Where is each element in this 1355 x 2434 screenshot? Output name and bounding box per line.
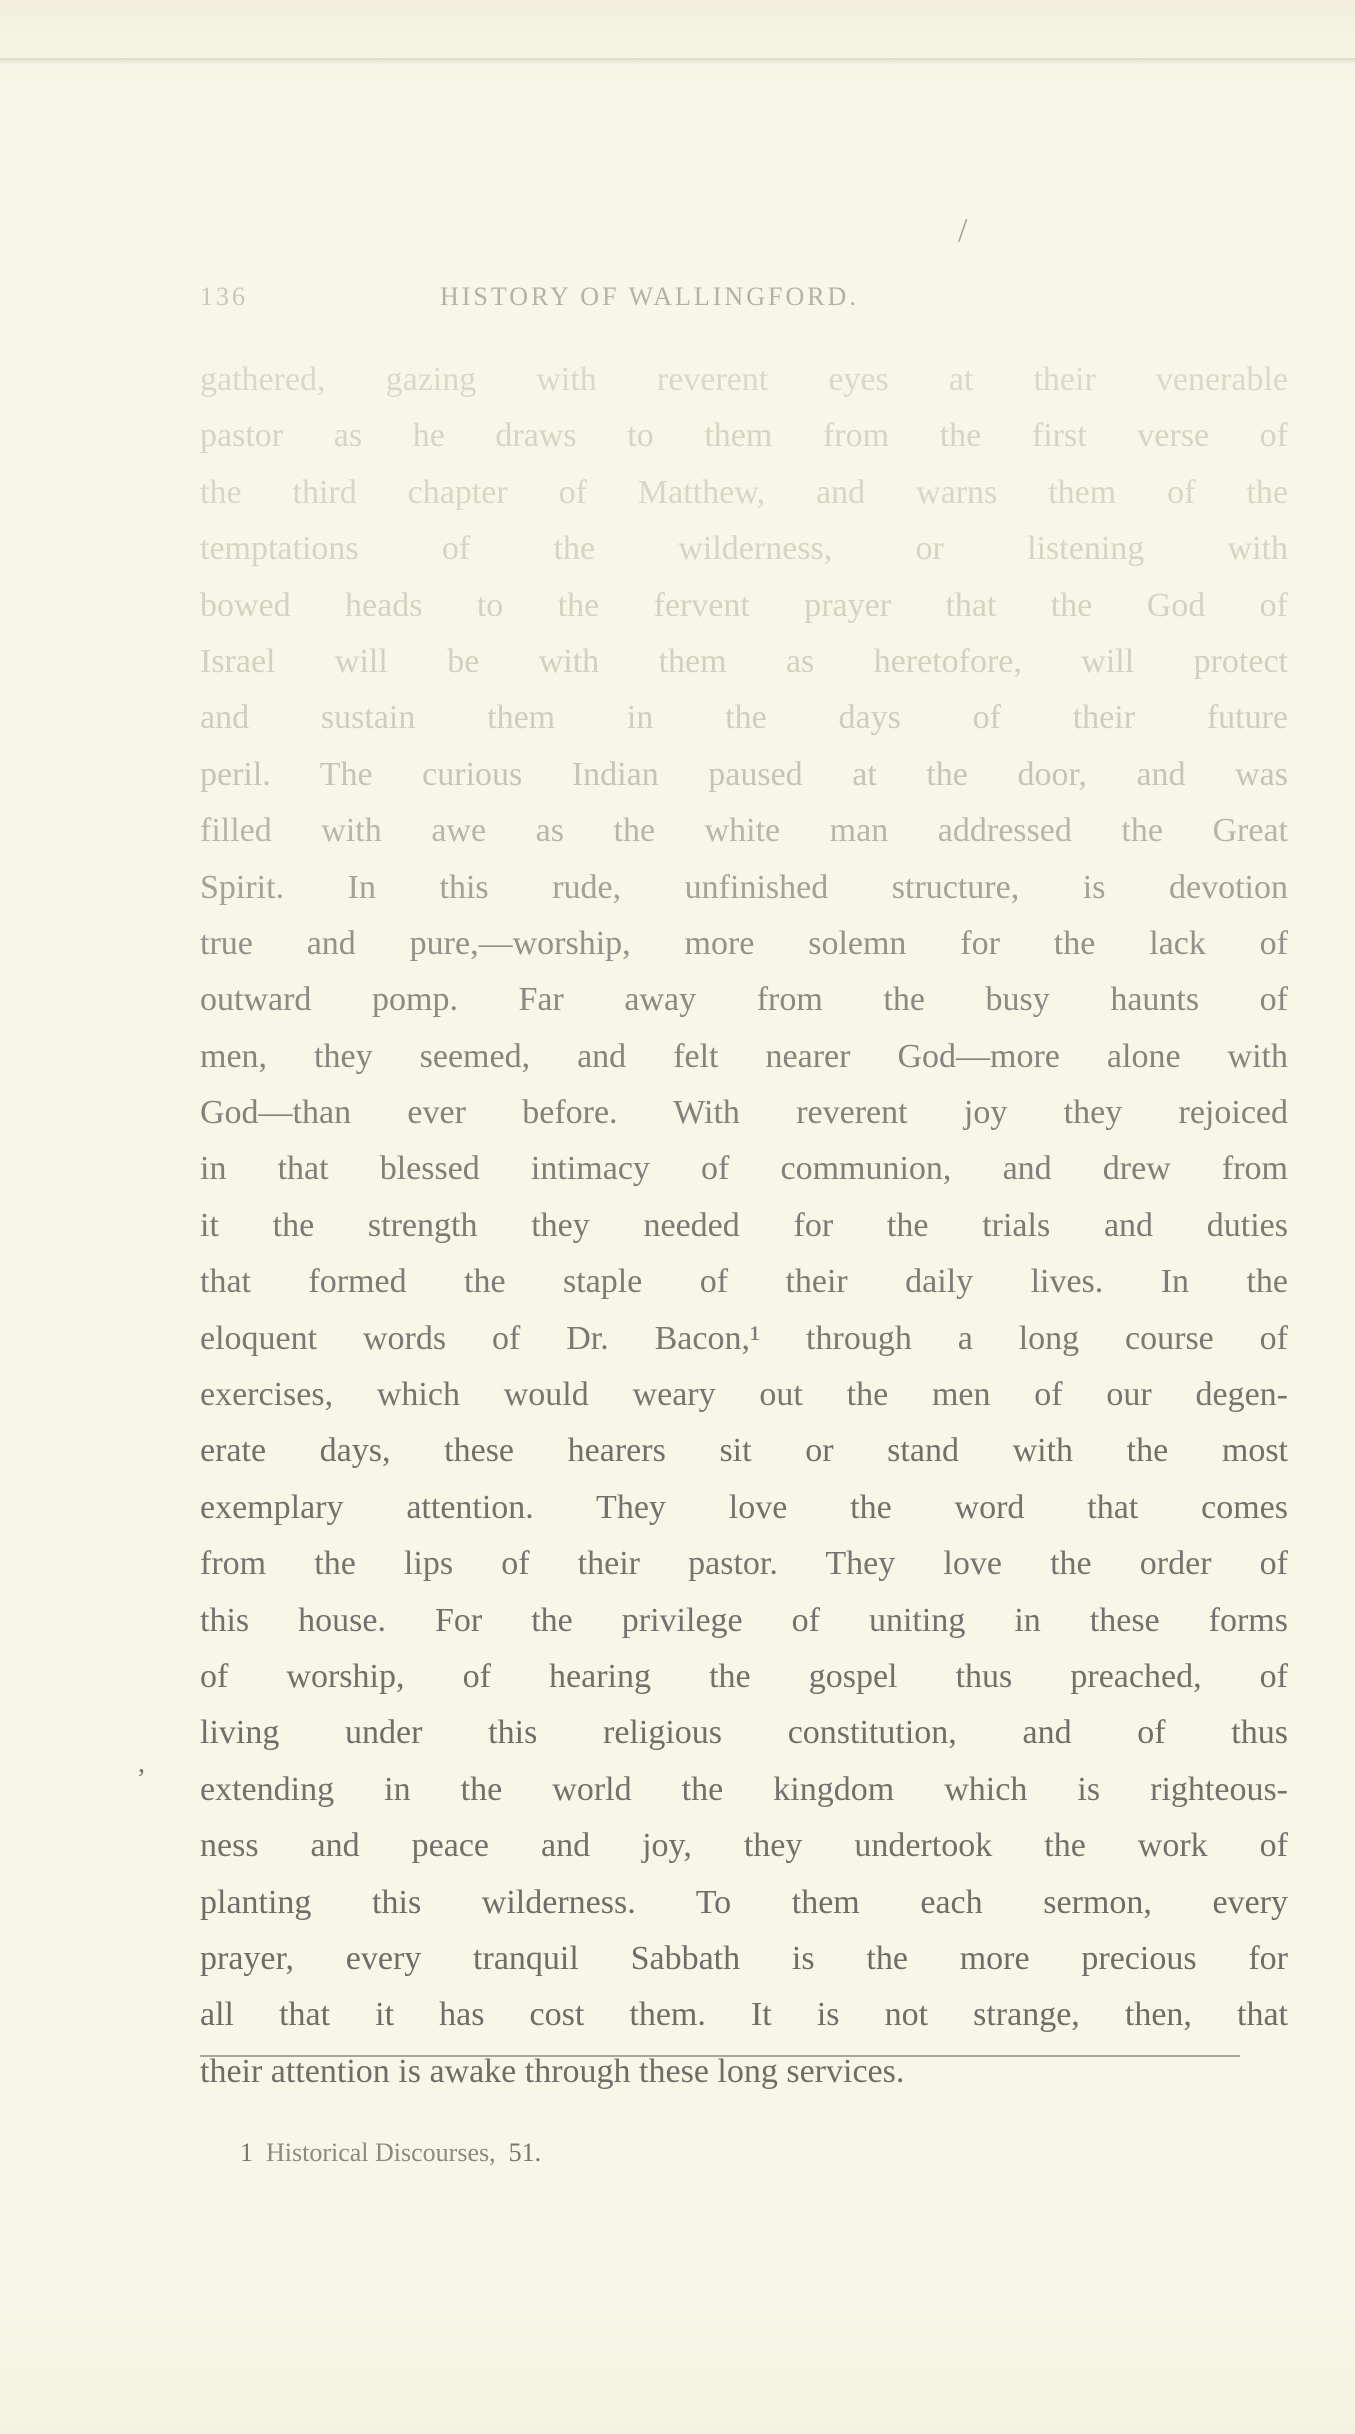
body-line: ness and peace and joy, they undertook the work of xyxy=(200,1827,1288,1865)
body-line: and sustain them in the days of their future xyxy=(200,699,1288,737)
body-line: men, they seemed, and felt nearer God—more alone with xyxy=(200,1037,1288,1075)
body-line: erate days, these hearers sit or stand with the most xyxy=(200,1432,1288,1470)
pencil-mark: / xyxy=(958,212,968,249)
body-line: bowed heads to the fervent prayer that the God of xyxy=(200,586,1288,624)
body-line: exercises, which would weary out the men of our degen- xyxy=(200,1376,1288,1414)
body-line: it the strength they needed for the trials and duties xyxy=(200,1206,1288,1244)
running-head-title: HISTORY OF WALLINGFORD. xyxy=(440,282,859,311)
footnote-marker: 1 xyxy=(240,2138,253,2167)
body-line: Israel will be with them as heretofore, will protect xyxy=(200,642,1288,680)
page-top-edge xyxy=(0,58,1355,64)
running-head xyxy=(200,282,1300,312)
footnote-text: Historical Discourses, xyxy=(266,2138,496,2167)
body-line: Spirit. In this rude, unfinished structure, is devotion xyxy=(200,868,1288,906)
body-line: this house. For the privilege of uniting in these forms xyxy=(200,1601,1288,1639)
body-line: peril. The curious Indian paused at the door, and was xyxy=(200,755,1288,793)
body-line: extending in the world the kingdom which is righteous- xyxy=(200,1770,1288,1808)
footnote xyxy=(240,2138,541,2168)
body-line: temptations of the wilderness, or listening with xyxy=(200,530,1288,568)
body-line: living under this religious constitution, and of thus xyxy=(200,1714,1288,1752)
body-line: of worship, of hearing the gospel thus preached, of xyxy=(200,1657,1288,1695)
body-line: all that it has cost them. It is not strange, then, that xyxy=(200,1996,1288,2034)
body-line: God—than ever before. With reverent joy they rejoiced xyxy=(200,1094,1288,1132)
body-line: eloquent words of Dr. Bacon,¹ through a long course of xyxy=(200,1319,1288,1357)
body-line: exemplary attention. They love the word that comes xyxy=(200,1488,1288,1526)
body-line: their attention is awake through these long services. xyxy=(200,2052,905,2090)
body-text xyxy=(200,352,1288,2100)
footnote-page: 51. xyxy=(508,2138,542,2167)
footnote-divider xyxy=(200,2055,1240,2057)
body-line: the third chapter of Matthew, and warns them of the xyxy=(200,473,1288,511)
page-number: 136 xyxy=(200,282,248,311)
body-line: true and pure,—worship, more solemn for the lack of xyxy=(200,924,1288,962)
body-line: planting this wilderness. To them each sermon, every xyxy=(200,1883,1288,1921)
body-line: from the lips of their pastor. They love the order of xyxy=(200,1545,1288,1583)
body-line: outward pomp. Far away from the busy haunts of xyxy=(200,981,1288,1019)
body-line: that formed the staple of their daily lives. In the xyxy=(200,1263,1288,1301)
body-line: filled with awe as the white man addressed the Great xyxy=(200,812,1288,850)
body-line: pastor as he draws to them from the first verse of xyxy=(200,417,1288,455)
margin-mark: , xyxy=(138,1748,145,1779)
body-line: prayer, every tranquil Sabbath is the more precious for xyxy=(200,1939,1288,1977)
body-line: in that blessed intimacy of communion, and drew from xyxy=(200,1150,1288,1188)
body-line: gathered, gazing with reverent eyes at their venerable xyxy=(200,361,1288,398)
